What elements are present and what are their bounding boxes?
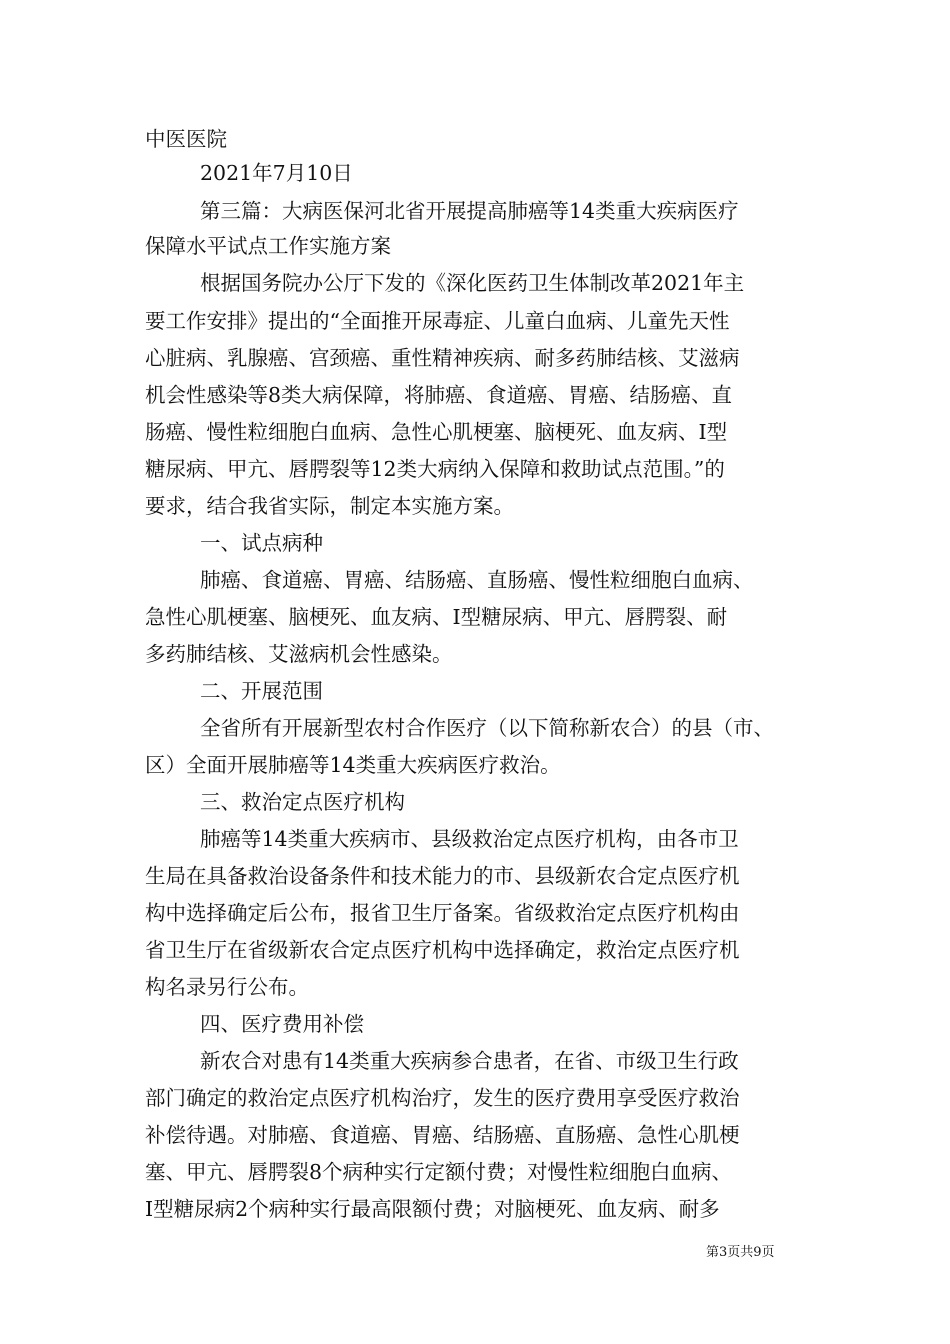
heading-designated-institutions: 三、救治定点医疗机构 — [200, 790, 405, 814]
paragraph-line: 塞、甲亢、唇腭裂8个病种实行定额付费；对慢性粒细胞白血病、 — [145, 1160, 733, 1184]
paragraph-line: 构中选择确定后公布，报省卫生厅备案。省级救治定点医疗机构由 — [145, 901, 740, 925]
paragraph-line: 省卫生厅在省级新农合定点医疗机构中选择确定，救治定点医疗机 — [145, 938, 740, 962]
paragraph-line: 部门确定的救治定点医疗机构治疗，发生的医疗费用享受医疗救治 — [145, 1086, 740, 1110]
paragraph-line: 全省所有开展新型农村合作医疗（以下简称新农合）的县（市、 — [200, 716, 774, 740]
paragraph-line: 补偿待遇。对肺癌、食道癌、胃癌、结肠癌、直肠癌、急性心肌梗 — [145, 1123, 740, 1147]
paragraph-line: 心脏病、乳腺癌、宫颈癌、重性精神疾病、耐多药肺结核、艾滋病 — [145, 346, 740, 370]
org-name-line: 中医医院 — [145, 127, 227, 151]
paragraph-line: 新农合对患有14类重大疾病参合患者，在省、市级卫生行政 — [200, 1049, 739, 1073]
paragraph-line: 糖尿病、甲亢、唇腭裂等12类大病纳入保障和救助试点范围。”的 — [145, 457, 725, 481]
paragraph-line: 要工作安排》提出的“全面推开尿毒症、儿童白血病、儿童先天性 — [145, 309, 730, 333]
paragraph-line: Ⅰ型糖尿病2个病种实行最高限额付费；对脑梗死、血友病、耐多 — [145, 1197, 720, 1221]
paragraph-line: 构名录另行公布。 — [145, 975, 309, 999]
paragraph-line: 肺癌、食道癌、胃癌、结肠癌、直肠癌、慢性粒细胞白血病、 — [200, 568, 754, 592]
page-number-footer: 第3页共9页 — [706, 1245, 775, 1260]
paragraph-line: 多药肺结核、艾滋病机会性感染。 — [145, 642, 453, 666]
paragraph-line: 生局在具备救治设备条件和技术能力的市、县级新农合定点医疗机 — [145, 864, 740, 888]
paragraph-line: 肺癌等14类重大疾病市、县级救治定点医疗机构，由各市卫 — [200, 827, 739, 851]
paragraph-line: 急性心肌梗塞、脑梗死、血友病、Ⅰ型糖尿病、甲亢、唇腭裂、耐 — [145, 605, 728, 629]
heading-expense-compensation: 四、医疗费用补偿 — [200, 1012, 364, 1036]
date-line: 2021年7月10日 — [200, 161, 353, 185]
paragraph-line: 肠癌、慢性粒细胞白血病、急性心肌梗塞、脑梗死、血友病、Ⅰ型 — [145, 420, 728, 444]
section-title-line-1: 第三篇：大病医保河北省开展提高肺癌等14类重大疾病医疗 — [200, 199, 739, 223]
paragraph-line: 根据国务院办公厅下发的《深化医药卫生体制改革2021年主 — [200, 271, 745, 295]
paragraph-line: 要求，结合我省实际，制定本实施方案。 — [145, 494, 514, 518]
heading-trial-diseases: 一、试点病种 — [200, 531, 323, 555]
paragraph-line: 机会性感染等8类大病保障，将肺癌、食道癌、胃癌、结肠癌、直 — [145, 383, 733, 407]
heading-scope: 二、开展范围 — [200, 679, 323, 703]
section-title-line-2: 保障水平试点工作实施方案 — [145, 234, 391, 258]
paragraph-line: 区）全面开展肺癌等14类重大疾病医疗救治。 — [145, 753, 561, 777]
